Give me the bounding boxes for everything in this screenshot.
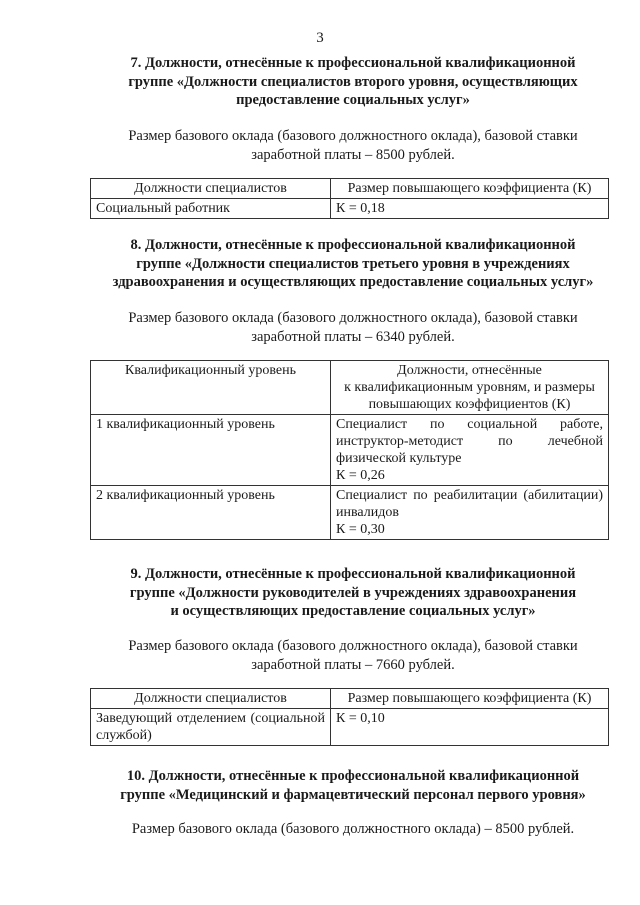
table-row — [91, 415, 609, 486]
salary-line: Размер базового оклада (базового должностного оклада), базовой ставки — [128, 310, 578, 326]
table-cell: 2 квалификационный уровень — [91, 486, 331, 540]
table-header-cell — [331, 361, 609, 415]
table-cell: К = 0,10 — [331, 709, 609, 746]
salary-line: заработной платы – 6340 рублей. — [251, 328, 455, 345]
heading-line: и осуществляющих предоставление социальных услуг» — [170, 603, 536, 619]
cell-text: Специалист по социальной работе, инструктор-методист по лечебной физической культуре — [336, 417, 603, 466]
heading-line: 10. Должности, отнесённые к профессиональной квалификационной — [126, 768, 580, 784]
salary-line: Размер базового оклада (базового должностного оклада), базовой ставки — [128, 128, 578, 144]
table-header-cell: Должности специалистов — [91, 179, 331, 199]
page-number: 3 — [316, 30, 324, 46]
table-header-cell: Должности специалистов — [91, 689, 331, 709]
table-cell: Заведующий отделением (социальной службой) — [91, 709, 331, 746]
table-row — [91, 486, 609, 540]
table-cell: Социальный работник — [91, 199, 331, 219]
table-header-cell: Размер повышающего коэффициента (К) — [331, 179, 609, 199]
section-8-table — [90, 360, 609, 540]
cell-text: Специалист по реабилитации (абилитации) инвалидов — [336, 488, 603, 520]
heading-line: группе «Должности руководителей в учреждениях здравоохранения — [129, 584, 577, 601]
table-header-row — [91, 361, 609, 415]
heading-line: предоставление социальных услуг» — [236, 92, 470, 108]
section-7-heading — [96, 54, 610, 110]
section-8-salary — [96, 309, 610, 346]
salary-line: Размер базового оклада (базового должностного оклада), базовой ставки — [128, 638, 578, 654]
cell-coefficient: К = 0,30 — [336, 522, 385, 537]
salary-line: заработной платы – 7660 рублей. — [251, 656, 455, 673]
heading-line: 9. Должности, отнесённые к профессиональной квалификационной — [130, 566, 576, 582]
cell-coefficient: К = 0,26 — [336, 468, 385, 483]
table-row — [91, 709, 609, 746]
heading-line: группе «Медицинский и фармацевтический персонал первого уровня» — [120, 786, 586, 803]
table-cell: К = 0,18 — [331, 199, 609, 219]
section-10-heading — [96, 767, 610, 804]
salary-line: заработной платы – 8500 рублей. — [251, 146, 455, 163]
header-line: к квалификационным уровням, и размеры — [344, 380, 595, 395]
table-header-row — [91, 689, 609, 709]
heading-line: 7. Должности, отнесённые к профессиональной квалификационной — [130, 55, 576, 71]
salary-line: Размер базового оклада (базового должностного оклада) – 8500 рублей. — [131, 821, 575, 837]
section-9-salary — [96, 637, 610, 674]
heading-line: здравоохранения и осуществляющих предоставление социальных услуг» — [112, 274, 594, 290]
heading-line: группе «Должности специалистов третьего уровня в учреждениях — [136, 255, 570, 272]
header-line: повышающих коэффициентов (К) — [368, 397, 571, 412]
table-header-row — [91, 179, 609, 199]
table-cell — [331, 486, 609, 540]
table-cell: 1 квалификационный уровень — [91, 415, 331, 486]
table-cell — [331, 415, 609, 486]
heading-line: группе «Должности специалистов второго уровня, осуществляющих — [128, 73, 578, 90]
section-7-table — [90, 178, 609, 219]
section-9-table — [90, 688, 609, 746]
section-7-salary — [96, 127, 610, 164]
section-8-heading — [96, 236, 610, 292]
section-10-salary — [96, 820, 610, 839]
table-header-cell: Размер повышающего коэффициента (К) — [331, 689, 609, 709]
heading-line: 8. Должности, отнесённые к профессиональной квалификационной — [130, 237, 576, 253]
section-9-heading — [96, 565, 610, 621]
header-line: Должности, отнесённые — [397, 363, 542, 378]
table-header-cell: Квалификационный уровень — [91, 361, 331, 415]
table-row — [91, 199, 609, 219]
